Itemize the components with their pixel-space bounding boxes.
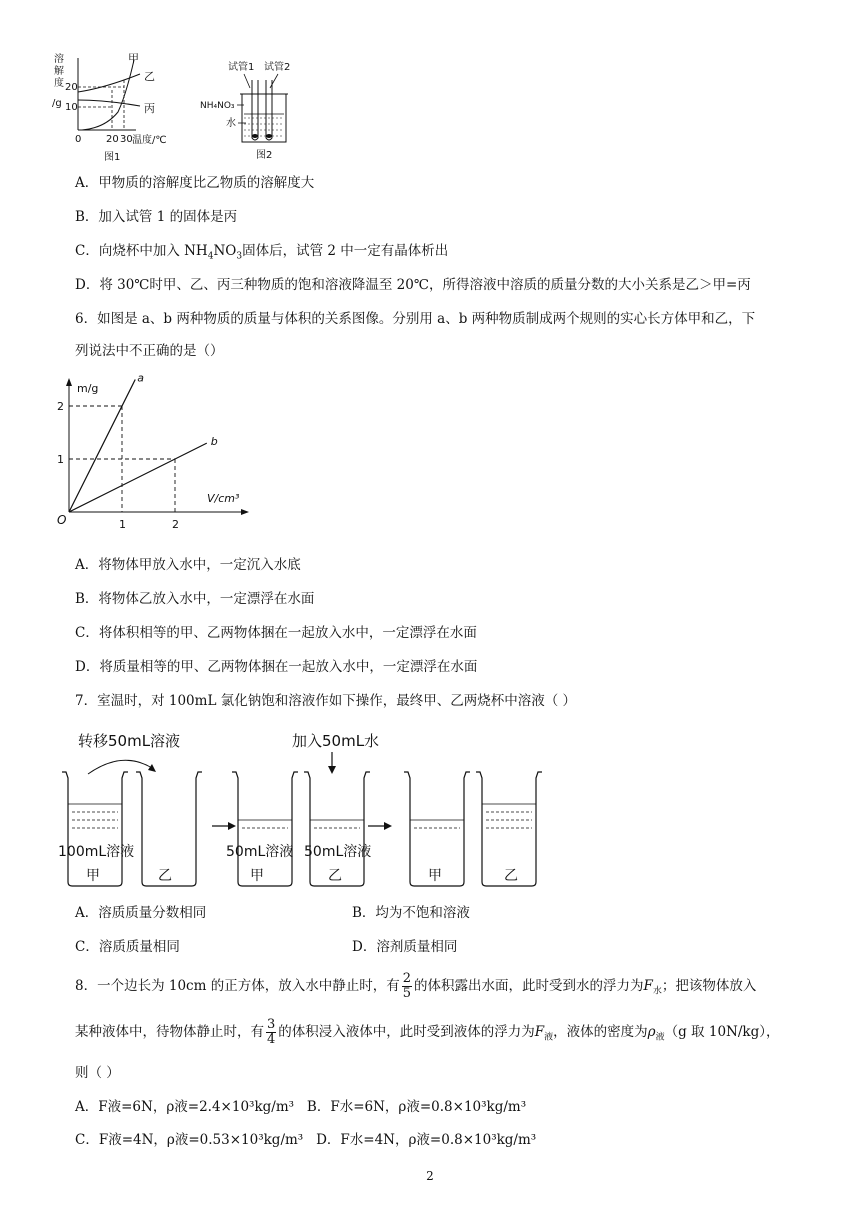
q8-option-b: B．F水=6N，ρ液=0.8×10³kg/m³ xyxy=(306,1099,527,1115)
fig1-curve-jia: 甲 xyxy=(128,52,139,65)
transfer-label: 转移50mL溶液 xyxy=(78,732,181,750)
beaker-2-name: 乙 xyxy=(158,868,172,884)
beaker-figure xyxy=(200,58,310,168)
fig2-nh4no3-label: NH₄NO₃ xyxy=(200,101,235,111)
page-number: 2 xyxy=(426,1169,434,1183)
q5-option-d: D．将 30℃时甲、乙、丙三种物质的饱和溶液降温至 20℃，所得溶液中溶质的质量分数的大小关系是乙＞甲=丙 xyxy=(75,277,751,293)
beaker-3-name: 甲 xyxy=(250,868,264,884)
q8-options-cd xyxy=(75,1131,536,1149)
q5-option-a: A．甲物质的溶解度比乙物质的溶解度大 xyxy=(75,175,315,191)
beaker-3 xyxy=(232,772,298,886)
fig1-xtick-30: 30 xyxy=(120,134,133,145)
q8-stem-line2: 某种液体中，待物体静止时，有 $\frac{3}{4}$ 的体积浸入液体中，此时受到液体的浮力为$F_液$，液体的密度为$\rho_液(g$ 取 10N/kg）， xyxy=(75,1017,780,1047)
mass-volume-graph xyxy=(55,372,255,542)
fig1-caption: 图1 xyxy=(104,152,121,163)
beaker-4-name: 乙 xyxy=(328,868,342,884)
q7-option-a: A．溶质质量分数相同 xyxy=(75,905,207,921)
fraction-3-4: $\frac{3}{4}$ xyxy=(267,1017,276,1047)
q8-option-a: A．F液=6N，ρ液=2.4×10³kg/m³ xyxy=(75,1099,295,1115)
fig2-tube1-label: 试管1 xyxy=(228,62,255,73)
q7-option-d: D．溶剂质量相同 xyxy=(352,939,458,955)
beaker-1-label: 100mL溶液 xyxy=(58,844,135,860)
fig1-ylabel-1: 溶 xyxy=(54,54,64,65)
graph-origin: O xyxy=(57,513,67,527)
q7-option-c: C．溶质质量相同 xyxy=(75,939,180,955)
xtick-1: 1 xyxy=(119,518,126,531)
fig1-xlabel: 温度/℃ xyxy=(132,135,167,146)
q6-option-c: C．将体积相等的甲、乙两物体捆在一起放入水中，一定漂浮在水面 xyxy=(75,625,477,641)
xtick-2: 2 xyxy=(172,518,179,531)
fig1-xtick-20: 20 xyxy=(106,134,119,145)
q7-option-b: B．均为不饱和溶液 xyxy=(352,905,470,921)
beaker-5-name: 甲 xyxy=(428,868,442,884)
fig1-ylabel-2: 解 xyxy=(54,66,64,77)
series-label-b: b xyxy=(210,435,218,449)
fig1-ylabel-4: /g xyxy=(52,98,62,109)
q8-option-c: C．F液=4N，ρ液=0.53×10³kg/m³ xyxy=(75,1132,304,1148)
series-label-a: a xyxy=(137,372,144,385)
q8-option-d: D．F水=4N，ρ液=0.8×10³kg/m³ xyxy=(316,1132,537,1148)
fraction-2-5: $\frac{2}{5}$ xyxy=(402,971,411,1001)
add-water-label: 加入50mL水 xyxy=(292,732,380,750)
fig2-water-label: 水 xyxy=(226,118,236,129)
ytick-2: 2 xyxy=(57,400,64,413)
beaker-4-label: 50mL溶液 xyxy=(304,844,372,860)
q6-stem-line1: 6．如图是 a、b 两种物质的质量与体积的关系图像。分别用 a、b 两种物质制成两个规则的实心长方体甲和乙，下 xyxy=(75,311,756,327)
fig1-curve-yi: 乙 xyxy=(144,70,155,83)
fig1-ytick-20: 20 xyxy=(65,82,78,93)
q8-stem-line3: 则（ ） xyxy=(75,1065,120,1081)
solubility-figure xyxy=(50,50,180,168)
fig1-ylabel-3: 度 xyxy=(54,78,64,89)
q8-stem-line1: 8．一个边长为 10cm 的正方体，放入水中静止时，有 $\frac{2}{5}$ 的体积露出水面，此时受到水的浮力为$F_水$；把该物体放入 xyxy=(75,971,757,1001)
series-line-b xyxy=(69,443,207,512)
beaker-6-name: 乙 xyxy=(504,868,518,884)
q5-option-b: B．加入试管 1 的固体是丙 xyxy=(75,209,238,225)
beakers-figure xyxy=(52,722,552,890)
q6-option-a: A．将物体甲放入水中，一定沉入水底 xyxy=(75,557,301,573)
fig2-tube2-label: 试管2 xyxy=(264,62,291,73)
fig1-xtick-0: 0 xyxy=(75,134,82,145)
beaker-3-label: 50mL溶液 xyxy=(226,844,294,860)
graph-ylabel: m/g xyxy=(77,382,99,395)
graph-xlabel: V/cm³ xyxy=(207,492,240,505)
q7-stem: 7．室温时，对 100mL 氯化钠饱和溶液作如下操作，最终甲、乙两烧杯中溶液（ ） xyxy=(75,693,576,709)
fig1-curve-bing: 丙 xyxy=(144,102,155,115)
q8-options-ab xyxy=(75,1098,526,1116)
fig2-caption: 图2 xyxy=(256,150,273,161)
q6-option-d: D．将质量相等的甲、乙两物体捆在一起放入水中，一定漂浮在水面 xyxy=(75,659,478,675)
q6-stem-line2: 列说法中不正确的是（） xyxy=(75,343,224,359)
ytick-1: 1 xyxy=(57,453,64,466)
series-line-a xyxy=(69,380,135,513)
q6-option-b: B．将物体乙放入水中，一定漂浮在水面 xyxy=(75,591,315,607)
q5-option-c: C．向烧杯中加入 $NH_4NO_3$固体后，试管 2 中一定有晶体析出 xyxy=(75,243,449,262)
fig1-ytick-10: 10 xyxy=(65,102,78,113)
beaker-1-name: 甲 xyxy=(86,868,100,884)
